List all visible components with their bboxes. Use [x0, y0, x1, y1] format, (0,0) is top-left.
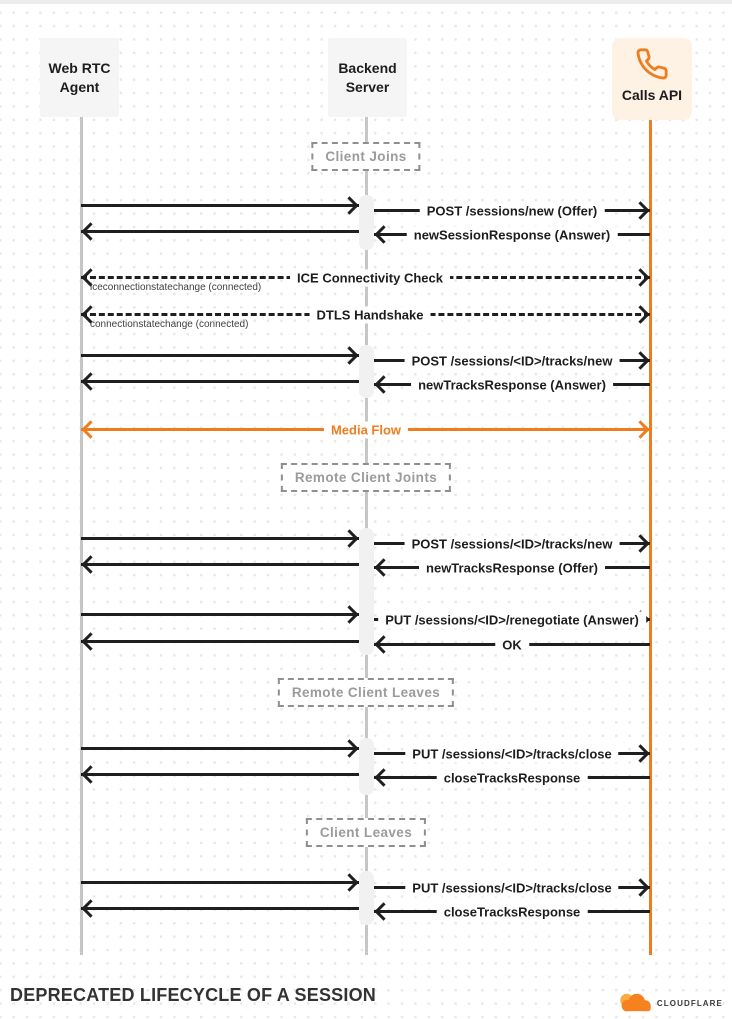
cloudflare-logo — [616, 991, 723, 1015]
arrowhead-icon — [631, 744, 649, 762]
message-label: closeTracksResponse — [437, 769, 588, 786]
arrowhead-icon — [374, 768, 392, 786]
actor-calls-api — [612, 38, 692, 120]
arrowhead-icon — [374, 375, 392, 393]
arrowhead-icon — [81, 765, 99, 783]
event-sublabel: iceconnectionstatechange (connected) — [90, 282, 262, 293]
phase-label-box: Remote Client Leaves — [278, 678, 454, 707]
message-line — [81, 881, 359, 884]
arrowhead-icon — [340, 196, 358, 214]
message-label: POST /sessions/<ID>/tracks/new — [405, 535, 620, 552]
arrowhead-icon — [81, 372, 99, 390]
actor-webrtc-agent — [40, 38, 119, 117]
lifeline-calls-api — [649, 117, 652, 955]
actor-webrtc-agent-label: Web RTC Agent — [48, 60, 111, 95]
activation-bar — [359, 738, 374, 795]
arrowhead-icon — [340, 605, 358, 623]
event-sublabel: connectionstatechange (connected) — [90, 319, 249, 330]
message-line — [81, 640, 359, 643]
phase-label-box: Client Joins — [311, 142, 420, 171]
message-label: newTracksResponse (Answer) — [411, 376, 613, 393]
message-line — [81, 380, 359, 383]
arrowhead-icon — [81, 420, 99, 438]
arrowhead-icon — [631, 420, 649, 438]
activation-bar — [359, 528, 374, 655]
message-label: newSessionResponse (Answer) — [407, 226, 618, 243]
cloudflare-wordmark: CLOUDFLARE — [656, 998, 723, 1008]
actor-backend-server — [328, 38, 407, 117]
message-label: POST /sessions/<ID>/tracks/new — [405, 352, 620, 369]
phase-label-box: Client Leaves — [306, 818, 426, 847]
lifeline-webrtc-agent — [80, 117, 83, 955]
arrowhead-icon — [374, 635, 392, 653]
message-label: POST /sessions/new (Offer) — [420, 202, 605, 219]
message-line — [81, 613, 359, 616]
arrowhead-icon — [340, 346, 358, 364]
message-label: OK — [495, 636, 529, 653]
arrowhead-icon — [81, 632, 99, 650]
arrowhead-icon — [81, 222, 99, 240]
message-label: closeTracksResponse — [437, 903, 588, 920]
arrowhead-icon — [81, 899, 99, 917]
activation-bar — [359, 871, 374, 925]
cloudflare-cloud-icon — [616, 991, 654, 1015]
message-line — [81, 354, 359, 357]
message-line — [81, 907, 359, 910]
message-label: PUT /sessions/<ID>/tracks/close — [405, 745, 618, 762]
actor-calls-api-label: Calls API — [621, 87, 683, 103]
actor-backend-server-label: Backend Server — [338, 60, 397, 95]
arrowhead-icon — [631, 878, 649, 896]
phase-label-box: Remote Client Joints — [281, 463, 451, 492]
message-label: newTracksResponse (Offer) — [419, 559, 605, 576]
message-line — [81, 747, 359, 750]
arrowhead-icon — [340, 739, 358, 757]
top-edge-divider — [0, 0, 732, 4]
page-title: DEPRECATED LIFECYCLE OF A SESSION — [10, 985, 376, 1005]
message-label: ICE Connectivity Check — [290, 269, 450, 286]
arrowhead-icon — [340, 529, 358, 547]
activation-bar — [359, 195, 374, 250]
message-label: DTLS Handshake — [310, 306, 431, 323]
message-line — [81, 537, 359, 540]
arrowhead-icon — [631, 305, 649, 323]
message-line — [81, 773, 359, 776]
arrowhead-icon — [631, 534, 649, 552]
message-line — [81, 204, 359, 207]
arrowhead-icon — [631, 351, 649, 369]
activation-bar — [359, 345, 374, 398]
message-label: PUT /sessions/<ID>/renegotiate (Answer) — [378, 611, 646, 628]
arrowhead-icon — [631, 201, 649, 219]
arrowhead-icon — [340, 873, 358, 891]
message-line — [81, 563, 359, 566]
arrowhead-icon — [374, 225, 392, 243]
message-line — [81, 230, 359, 233]
arrowhead-icon — [374, 902, 392, 920]
phone-icon — [635, 47, 669, 81]
arrowhead-icon — [81, 555, 99, 573]
arrowhead-icon — [631, 268, 649, 286]
arrowhead-icon — [374, 558, 392, 576]
message-label: PUT /sessions/<ID>/tracks/close — [405, 879, 618, 896]
message-label: Media Flow — [324, 421, 408, 438]
